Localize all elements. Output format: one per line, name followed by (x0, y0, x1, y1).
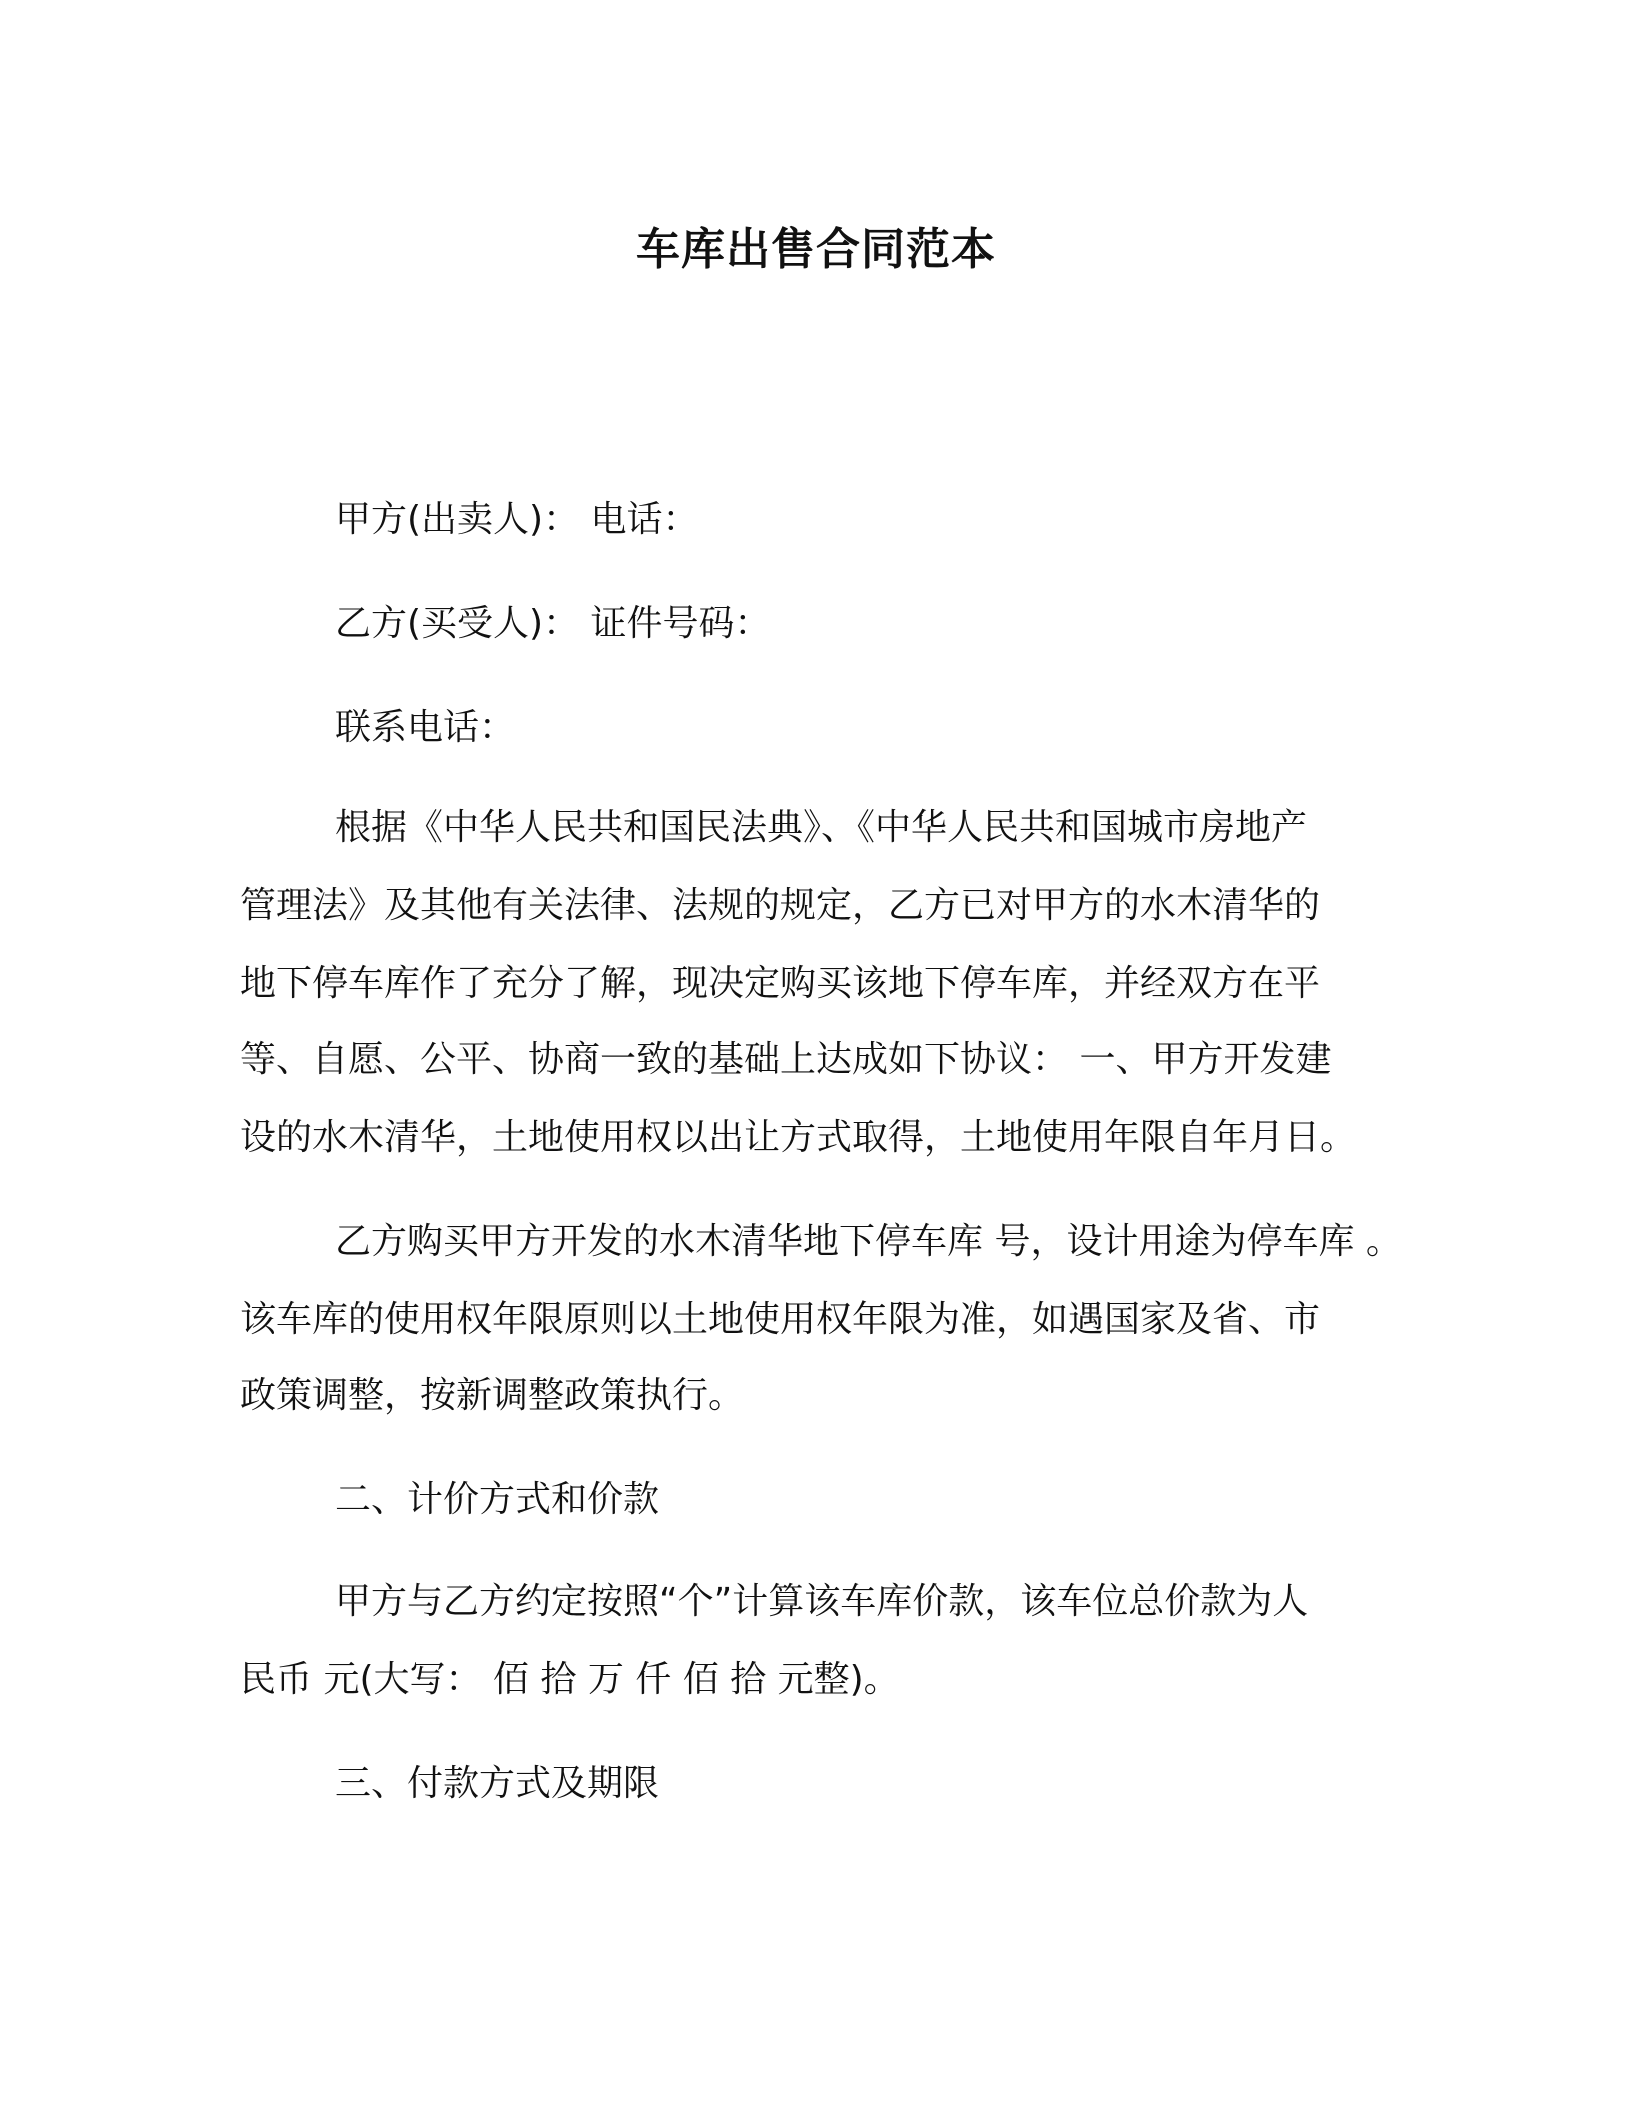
party-a-line: 甲方(出卖人)： 电话： (335, 499, 699, 540)
preamble-line: 等、自愿、公平、协商一致的基础上达成如下协议： 一、甲方开发建 (240, 1039, 1332, 1080)
preamble-line: 根据《中华人民共和国民法典》、《中华人民共和国城市房地产 (335, 807, 1308, 848)
preamble-line: 地下停车库作了充分了解，现决定购买该地下停车库，并经双方在平 (240, 963, 1321, 1004)
party-b-line: 乙方(买受人)： 证件号码： (335, 603, 771, 644)
section-3-heading: 三、付款方式及期限 (335, 1763, 660, 1804)
clause-1-line: 乙方购买甲方开发的水木清华地下停车库 号，设计用途为停车库 。 (335, 1221, 1402, 1262)
preamble-line: 设的水木清华，土地使用权以出让方式取得，土地使用年限自年月日。 (240, 1117, 1357, 1158)
clause-2-line: 甲方与乙方约定按照“个”计算该车库价款，该车位总价款为人 (335, 1581, 1309, 1622)
preamble-line: 管理法》及其他有关法律、法规的规定，乙方已对甲方的水木清华的 (240, 885, 1321, 926)
clause-1-line: 政策调整，按新调整政策执行。 (240, 1375, 745, 1416)
clause-1-line: 该车库的使用权年限原则以土地使用权年限为准，如遇国家及省、市 (240, 1299, 1321, 1340)
clause-2-line: 民币 元(大写： 佰 拾 万 仟 佰 拾 元整)。 (240, 1659, 900, 1700)
document-title: 车库出售合同范本 (636, 224, 996, 275)
section-2-heading: 二、计价方式和价款 (335, 1479, 660, 1520)
contact-phone-line: 联系电话： (335, 707, 516, 748)
